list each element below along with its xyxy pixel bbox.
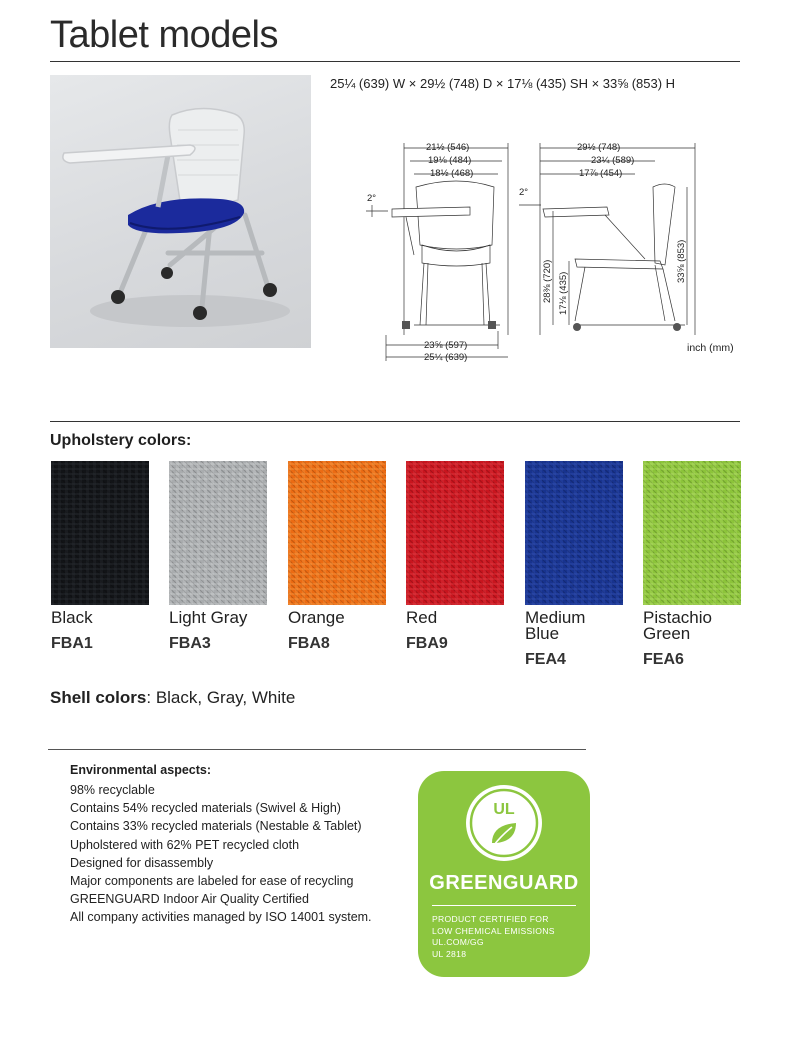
- env-divider: [48, 749, 586, 750]
- list-item: Upholstered with 62% PET recycled cloth: [70, 837, 300, 852]
- color-name: Light Gray: [169, 608, 248, 627]
- badge-lines: [432, 914, 555, 960]
- swatch-pistachio-green: [643, 461, 741, 605]
- color-code: FBA3: [169, 635, 211, 652]
- swatch-medium-blue: [525, 461, 623, 605]
- side-dim-vert-2: 17⅛ (435): [558, 271, 569, 315]
- badge-divider: [432, 905, 576, 906]
- badge-line: UL 2818: [432, 948, 467, 959]
- side-dim-top-2: 23¼ (589): [591, 155, 635, 166]
- shell-values: : Black, Gray, White: [146, 688, 296, 707]
- product-photo: [50, 75, 311, 348]
- color-name: Orange: [288, 608, 345, 627]
- front-dim-top-2: 19⅛ (484): [428, 155, 472, 166]
- list-item: Designed for disassembly: [70, 855, 214, 870]
- dimensions-line: 25¼ (639) W × 29½ (748) D × 17⅛ (435) SH × 33⅝ (853) H: [330, 76, 676, 91]
- color-code: FEA4: [525, 651, 566, 668]
- upholstery-heading: Upholstery colors:: [50, 432, 192, 449]
- side-dim-top-1: 29½ (748): [577, 142, 621, 153]
- environment-heading: Environmental aspects:: [70, 763, 212, 777]
- color-code: FBA9: [406, 635, 448, 652]
- color-name: Pistachio Green: [643, 608, 712, 643]
- badge-line: LOW CHEMICAL EMISSIONS: [432, 925, 555, 936]
- swatch-light-gray: [169, 461, 267, 605]
- ul-logo-text: UL: [493, 801, 515, 818]
- shell-label: Shell colors: [50, 688, 147, 707]
- list-item: 98% recyclable: [70, 783, 155, 797]
- swatch-red: [406, 461, 504, 605]
- list-item: All company activities managed by ISO 14001 system.: [70, 910, 372, 925]
- badge-title: GREENGUARD: [429, 872, 579, 894]
- swatch-orange: [288, 461, 386, 605]
- unit-note: inch (mm): [687, 342, 734, 354]
- side-dim-vert-1: 28⅜ (720): [542, 259, 553, 303]
- section-divider: [50, 421, 740, 422]
- list-item: Major components are labeled for ease of recycling: [70, 874, 354, 889]
- side-dim-vert-3: 33⅝ (853): [676, 239, 687, 283]
- list-item: Contains 54% recycled materials (Swivel & High): [70, 801, 341, 816]
- color-name: Red: [406, 608, 438, 627]
- color-name: Black: [51, 608, 93, 627]
- greenguard-badge: [418, 771, 590, 977]
- front-dim-top-1: 21½ (546): [426, 142, 470, 153]
- front-dim-bottom-1: 23⅝ (597): [424, 340, 468, 351]
- side-view-drawing: [515, 135, 705, 350]
- chair-illustration: [50, 75, 311, 348]
- color-code: FEA6: [643, 651, 684, 668]
- list-item: Contains 33% recycled materials (Nestable & Tablet): [70, 819, 362, 834]
- side-dim-top-3: 17⅞ (454): [579, 168, 623, 179]
- front-angle: 2°: [367, 193, 377, 204]
- color-code: FBA1: [51, 635, 93, 652]
- front-view-drawing: [362, 135, 512, 370]
- shell-colors: [50, 688, 295, 708]
- badge-line: UL.COM/GG: [432, 937, 484, 947]
- page-title: Tablet models: [50, 14, 278, 56]
- color-name: Medium Blue: [525, 608, 586, 643]
- ul-leaf-logo: [418, 771, 590, 871]
- front-dim-bottom-2: 25¼ (639): [424, 352, 468, 363]
- swatch-black: [51, 461, 149, 605]
- environment-list: [70, 781, 372, 927]
- side-angle: 2°: [519, 187, 529, 198]
- front-dim-top-3: 18½ (468): [430, 168, 474, 179]
- title-divider: [50, 61, 740, 62]
- color-code: FBA8: [288, 635, 330, 652]
- list-item: GREENGUARD Indoor Air Quality Certified: [70, 892, 309, 907]
- badge-line: PRODUCT CERTIFIED FOR: [432, 914, 549, 924]
